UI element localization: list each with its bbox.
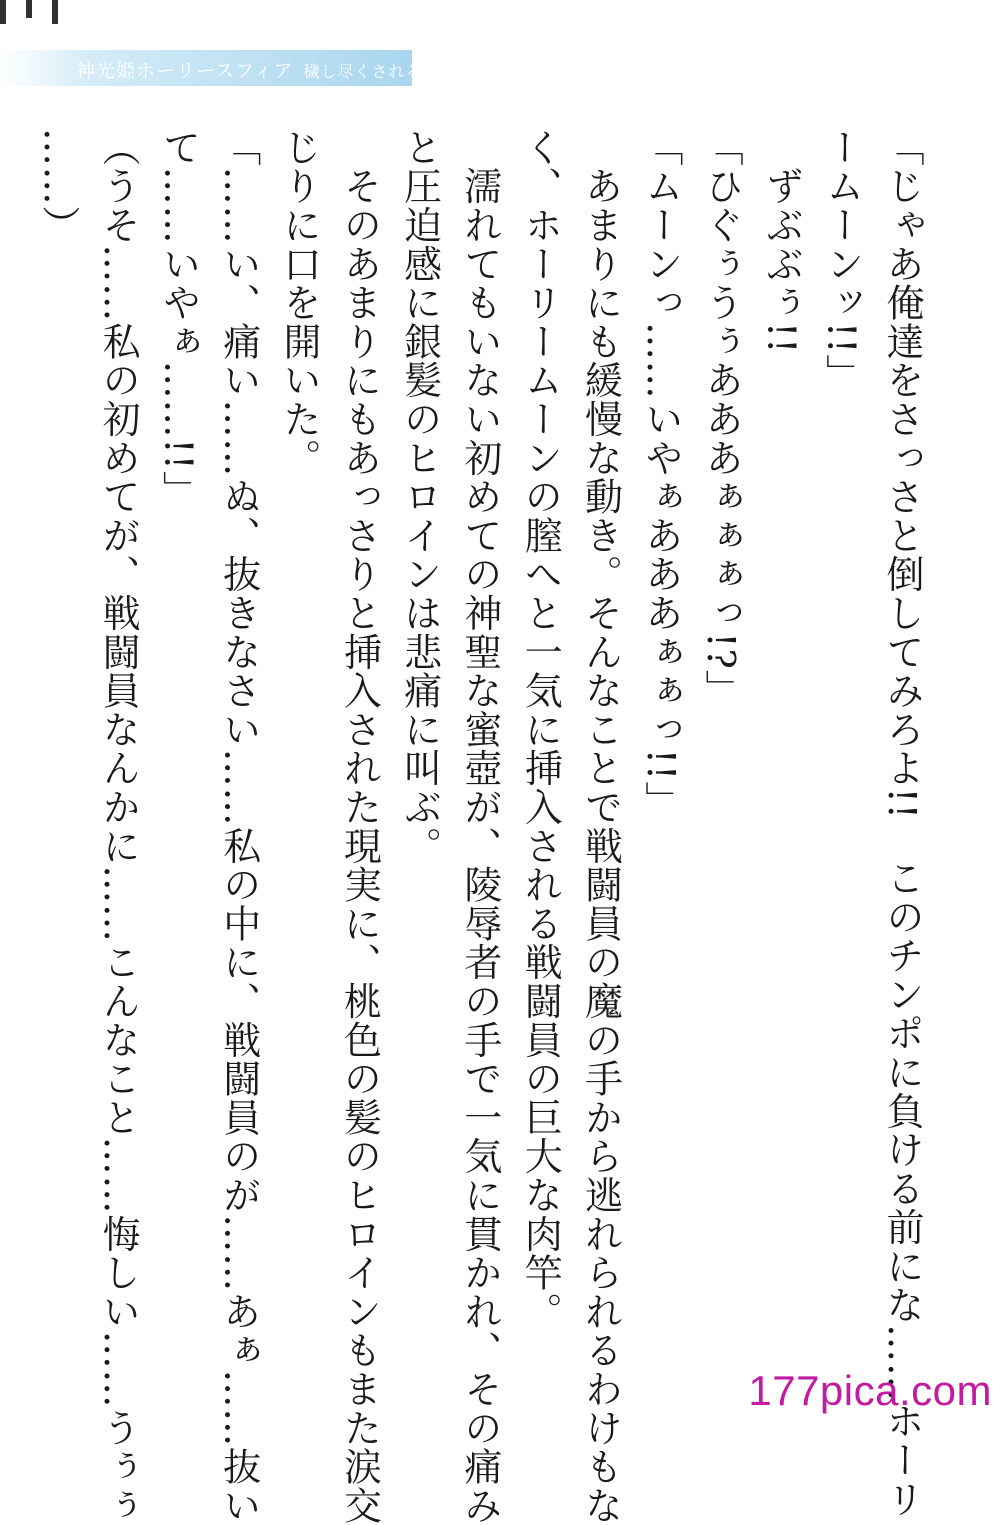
text-line: 「じゃあ俺達をさっさと倒してみろよ!! このチンポに負ける前にな……ホーリ [880, 128, 924, 1519]
text-line: 濡れてもいない初めての神聖な蜜壺が、陵辱者の手で一気に貫かれ、その痛み [457, 128, 502, 1525]
text-line: そのあまりにもあっさりと挿入された現実に、桃色の髪のヒロインもまた涙交 [337, 128, 382, 1525]
text-line: ……） [35, 128, 80, 245]
text-line: く、ホーリームーンの膣へと一気に挿入される戦闘員の巨大な肉竿。 [518, 128, 563, 1331]
text-line: （うそ……私の初めてが、戦闘員なんかに……こんなこと……悔しい……うぅぅ [96, 128, 141, 1525]
text-line: ームーンッ!!」 [819, 128, 864, 393]
text-line: 「ムーンっ……いやぁあああぁぁっ!!」 [638, 128, 683, 820]
text-line: じりに口を開いた。 [277, 128, 322, 478]
book-title: 神光姫ホーリースフィア [76, 60, 294, 82]
site-watermark: 177pica.com [748, 1367, 992, 1414]
text-line: あまりにも緩慢な動き。そんなことで戦闘員の魔の手から逃れられるわけもな [578, 128, 623, 1525]
running-header [76, 56, 457, 83]
text-line: 「ひぐぅうぅあああぁぁぁっ!?」 [699, 128, 744, 709]
text-line: と圧迫感に銀髪のヒロインは悲痛に叫ぶ。 [397, 128, 442, 866]
text-line: ずぶぶぅ!! [759, 128, 804, 355]
text-line: て……いやぁ……!!」 [156, 128, 201, 510]
crop-mark [0, 0, 58, 24]
text-line: 「……い、痛い……ぬ、抜きなさい……私の中に、戦闘員のが……あぁ……抜い [216, 128, 261, 1525]
book-subtitle: 穢し尽くされる正義 [303, 62, 457, 81]
